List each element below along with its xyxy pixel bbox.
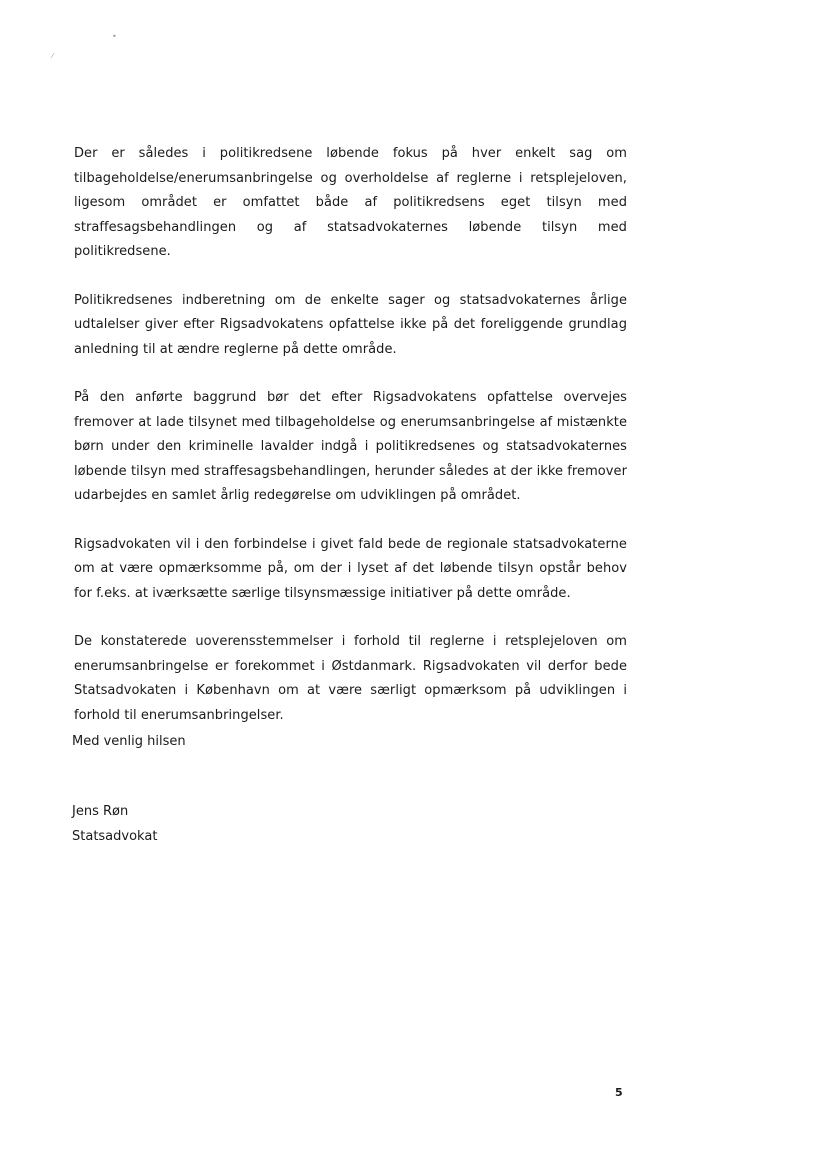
paragraph-3: På den anførte baggrund bør det efter Rigsadvokatens opfattelse overvejes fremover at lade tilsynet med tilbageholdelse og enerumsanbringelse af mistænkte børn under den kriminelle lavalder indgå i politikredsenes og statsadvokaternes løbende tilsyn med straffesagsbehandlingen, herunder således at der ikke fremover udarbejdes en samlet årlig redegørelse om udviklingen på området. xyxy=(74,390,627,503)
signatory-title: Statsadvokat xyxy=(72,828,158,844)
letter-body xyxy=(74,142,627,728)
signatory-name: Jens Røn xyxy=(72,804,129,819)
paragraph-4: Rigsadvokaten vil i den forbindelse i givet fald bede de regionale statsadvokaterne om at være opmærksomme på, om der i lyset af det løbende tilsyn opstår behov for f.eks. at iværksætte særlige tilsynsmæssige initiativer på dette område. xyxy=(74,536,627,601)
page-number: 5 xyxy=(615,1086,623,1099)
paragraph-5: De konstaterede uoverensstemmelser i forhold til reglerne i retsplejeloven om enerumsanbringelse er forekommet i Østdanmark. Rigsadvokaten vil derfor bede Statsadvokaten i København om at være særligt opmærksom på udviklingen i forhold til enerumsanbringelser. xyxy=(74,634,627,723)
scan-speck: • xyxy=(112,32,117,41)
paragraph-2: Politikredsenes indberetning om de enkelte sager og statsadvokaternes årlige udtalelser giver efter Rigsadvokatens opfattelse ikke på det foreliggende grundlag anledning til at ændre reglerne på dette område. xyxy=(74,292,627,357)
closing-salutation: Med venlig hilsen xyxy=(72,734,186,749)
scan-speck: ⁄ xyxy=(52,52,54,60)
paragraph-1: Der er således i politikredsene løbende fokus på hver enkelt sag om tilbageholdelse/enerumsanbringelse og overholdelse af reglerne i retsplejeloven, ligesom området er omfattet både af politikredsens eget tilsyn med straffesagsbehandlingen og af statsadvokaternes løbende tilsyn med politikredsene. xyxy=(74,146,627,259)
signature-block xyxy=(72,800,157,849)
